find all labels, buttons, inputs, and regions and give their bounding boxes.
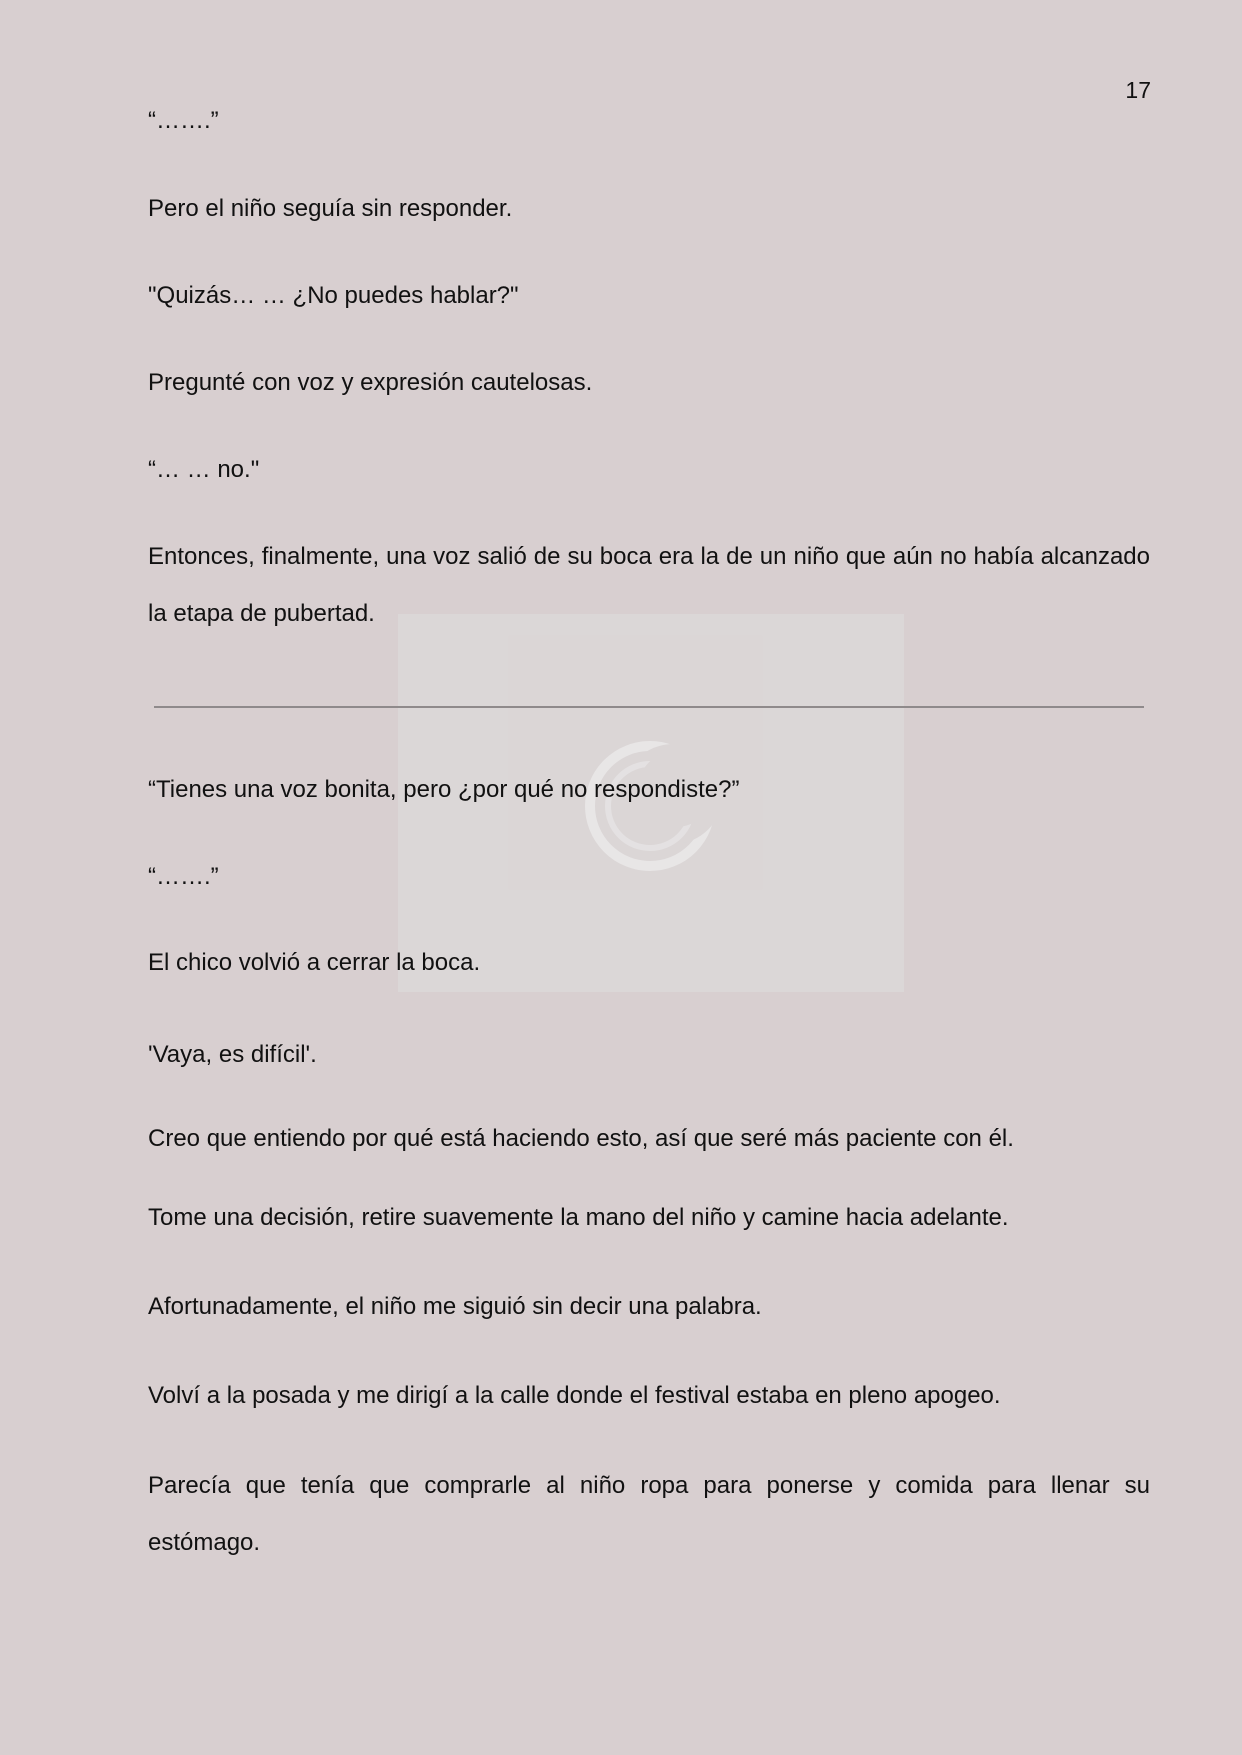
paragraph-8: “…….” — [148, 863, 219, 890]
paragraph-3: "Quizás… … ¿No puedes hablar?" — [148, 282, 519, 309]
paragraph-10: 'Vaya, es difícil'. — [148, 1041, 317, 1068]
paragraph-7: “Tienes una voz bonita, pero ¿por qué no respondiste?” — [148, 776, 740, 803]
page-number: 17 — [1125, 77, 1151, 103]
paragraph-4: Pregunté con voz y expresión cautelosas. — [148, 369, 593, 396]
paragraph-14: Volví a la posada y me dirigí a la calle donde el festival estaba en pleno apogeo. — [148, 1382, 1001, 1409]
paragraph-1: “…….” — [148, 107, 219, 134]
paragraph-15: Parecía que tenía que comprarle al niño ropa para ponerse y comida para llenar su estómago. — [148, 1472, 1150, 1556]
section-divider — [154, 706, 1144, 708]
paragraph-13: Afortunadamente, el niño me siguió sin decir una palabra. — [148, 1293, 762, 1320]
paragraph-5: “… … no." — [148, 456, 260, 483]
paragraph-12: Tome una decisión, retire suavemente la mano del niño y camine hacia adelante. — [148, 1204, 1009, 1231]
paragraph-6: Entonces, finalmente, una voz salió de su boca era la de un niño que aún no había alcanzado la etapa de pubertad. — [148, 543, 1150, 627]
paragraph-11: Creo que entiendo por qué está haciendo esto, así que seré más paciente con él. — [148, 1125, 1014, 1152]
paragraph-2: Pero el niño seguía sin responder. — [148, 195, 513, 222]
paragraph-9: El chico volvió a cerrar la boca. — [148, 949, 481, 976]
